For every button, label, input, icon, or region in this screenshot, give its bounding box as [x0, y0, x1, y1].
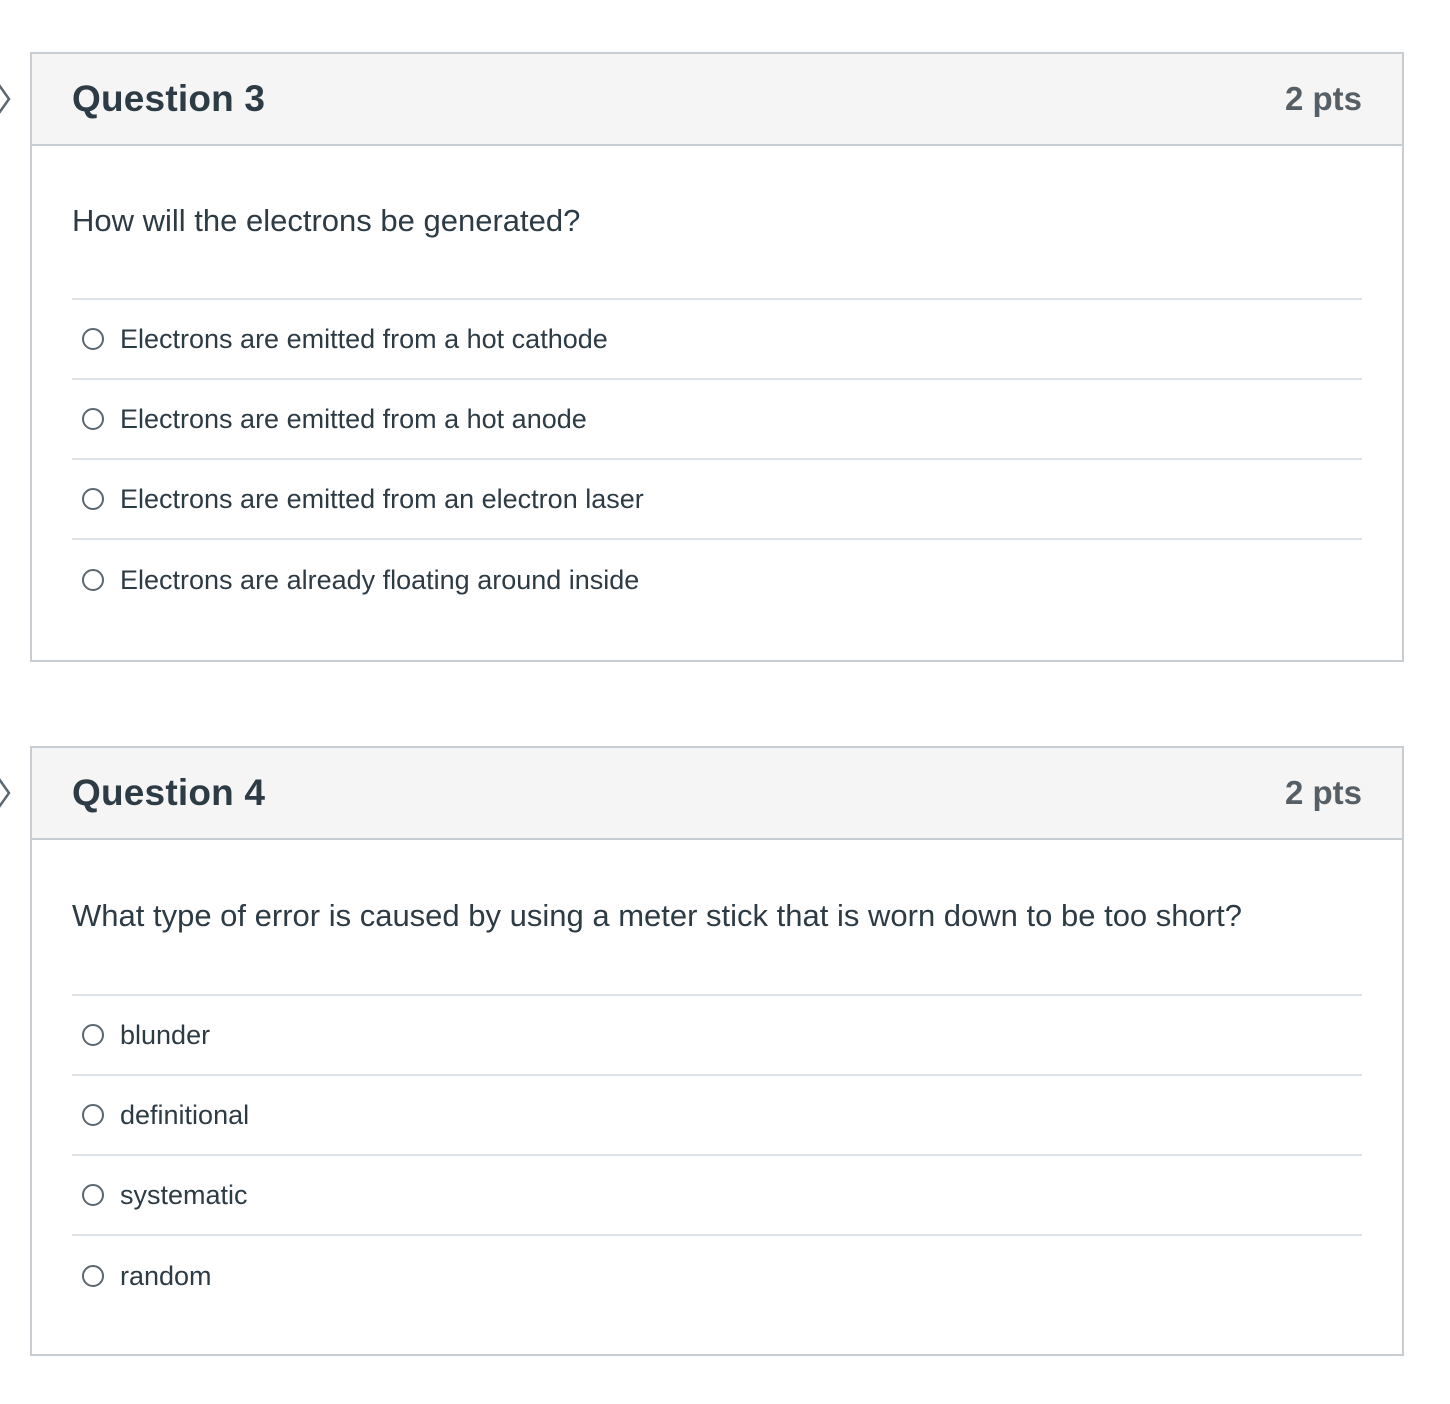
radio-button-icon[interactable]	[82, 569, 104, 591]
radio-button-icon[interactable]	[82, 408, 104, 430]
question-text: How will the electrons be generated?	[72, 146, 1362, 300]
answer-label[interactable]: Electrons are emitted from a hot anode	[120, 403, 587, 434]
answer-label[interactable]: systematic	[120, 1179, 248, 1210]
answer-option[interactable]	[72, 460, 1362, 540]
radio-button-icon[interactable]	[82, 1024, 104, 1046]
radio-button-icon[interactable]	[82, 1265, 104, 1287]
answer-label[interactable]: blunder	[120, 1019, 211, 1050]
answer-option[interactable]	[72, 1156, 1362, 1236]
answer-option[interactable]	[72, 1076, 1362, 1156]
answer-list	[72, 996, 1362, 1316]
radio-button-icon[interactable]	[82, 328, 104, 350]
question-body	[32, 146, 1402, 620]
question-title: Question 3	[72, 78, 266, 119]
radio-button-icon[interactable]	[82, 1184, 104, 1206]
question-points: 2 pts	[1284, 774, 1362, 811]
answer-label[interactable]: Electrons are already floating around inside	[120, 564, 640, 595]
flag-question-3-icon[interactable]	[0, 82, 14, 116]
question-title: Question 4	[72, 772, 266, 813]
answer-option[interactable]	[72, 300, 1362, 380]
answer-label[interactable]: definitional	[120, 1099, 250, 1130]
question-body	[32, 840, 1402, 1316]
answer-label[interactable]: random	[120, 1260, 212, 1291]
question-3-card	[30, 52, 1404, 662]
answer-label[interactable]: Electrons are emitted from a hot cathode	[120, 323, 608, 354]
answer-option[interactable]	[72, 540, 1362, 620]
question-text: What type of error is caused by using a meter stick that is worn down to be too short?	[72, 840, 1362, 996]
question-header	[32, 748, 1402, 840]
answer-option[interactable]	[72, 996, 1362, 1076]
question-header	[32, 54, 1402, 146]
question-4-card	[30, 746, 1404, 1356]
answer-option[interactable]	[72, 1236, 1362, 1316]
answer-label[interactable]: Electrons are emitted from an electron laser	[120, 483, 644, 514]
radio-button-icon[interactable]	[82, 1104, 104, 1126]
answer-list	[72, 300, 1362, 620]
radio-button-icon[interactable]	[82, 488, 104, 510]
question-points: 2 pts	[1284, 80, 1362, 117]
flag-question-4-icon[interactable]	[0, 776, 14, 810]
answer-option[interactable]	[72, 380, 1362, 460]
